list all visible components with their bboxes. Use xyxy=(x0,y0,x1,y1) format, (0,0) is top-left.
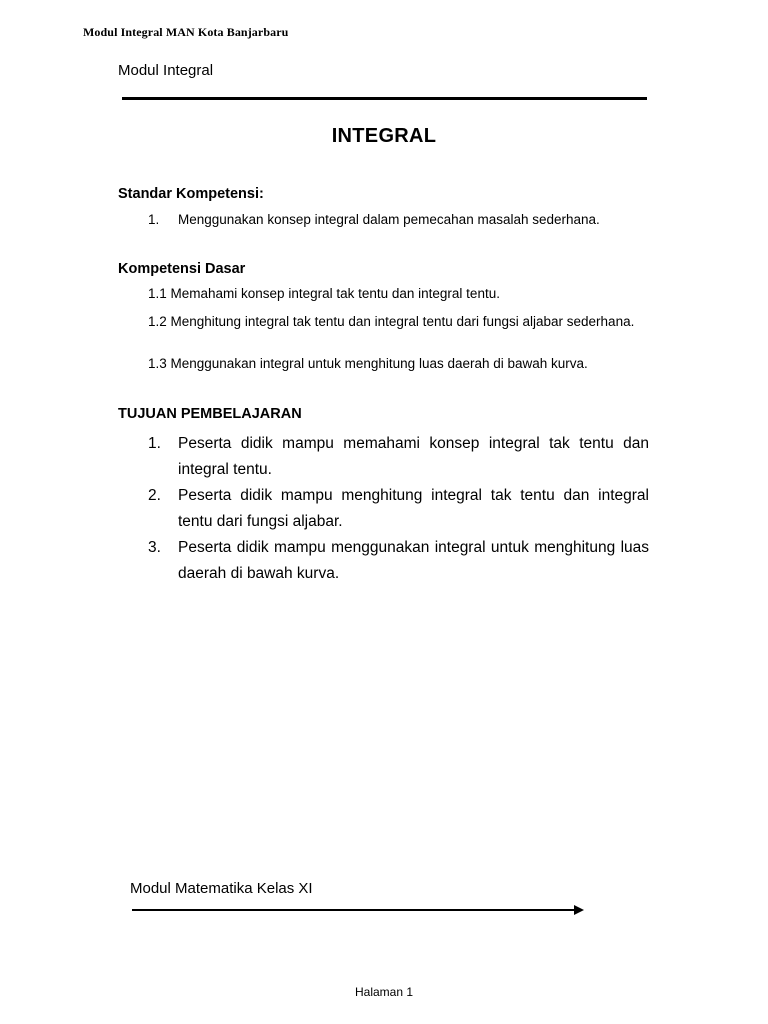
page-number: Halaman 1 xyxy=(354,985,414,999)
standar-kompetensi-item xyxy=(148,212,600,227)
list-number: 1. xyxy=(148,435,161,452)
kompetensi-dasar-heading: Kompetensi Dasar xyxy=(118,261,246,277)
list-item-text: Peserta didik mampu memahami konsep integral tak tentu dan integral tentu. xyxy=(178,435,649,478)
list-item-text: Menggunakan konsep integral dalam pemecahan masalah sederhana. xyxy=(178,212,600,227)
tujuan-pembelajaran-list xyxy=(148,431,649,587)
right-arrow-icon xyxy=(130,902,586,918)
list-item-text: Peserta didik mampu menggunakan integral untuk menghitung luas daerah di bawah kurva. xyxy=(178,539,649,582)
header-rule xyxy=(122,97,647,100)
list-item-text: Peserta didik mampu menghitung integral tak tentu dan integral tentu dari fungsi aljabar. xyxy=(178,487,649,530)
page-title: INTEGRAL xyxy=(331,125,437,147)
kompetensi-dasar-item: 1.3 Menggunakan integral untuk menghitung luas daerah di bawah kurva. xyxy=(148,356,588,371)
list-number: 1. xyxy=(148,212,160,227)
kompetensi-dasar-item: 1.1 Memahami konsep integral tak tentu dan integral tentu. xyxy=(148,286,500,301)
list-item xyxy=(148,535,649,587)
list-item xyxy=(148,431,649,483)
running-header: Modul Integral MAN Kota Banjarbaru xyxy=(83,25,289,39)
list-number: 2. xyxy=(148,487,161,504)
list-number: 3. xyxy=(148,539,161,556)
kompetensi-dasar-item: 1.2 Menghitung integral tak tentu dan integral tentu dari fungsi aljabar sederhana. xyxy=(148,314,635,329)
standar-kompetensi-heading: Standar Kompetensi: xyxy=(118,186,264,202)
tujuan-pembelajaran-heading: TUJUAN PEMBELAJARAN xyxy=(118,406,302,422)
module-label: Modul Integral xyxy=(118,62,214,79)
list-item xyxy=(148,483,649,535)
footer-label: Modul Matematika Kelas XI xyxy=(130,880,313,897)
